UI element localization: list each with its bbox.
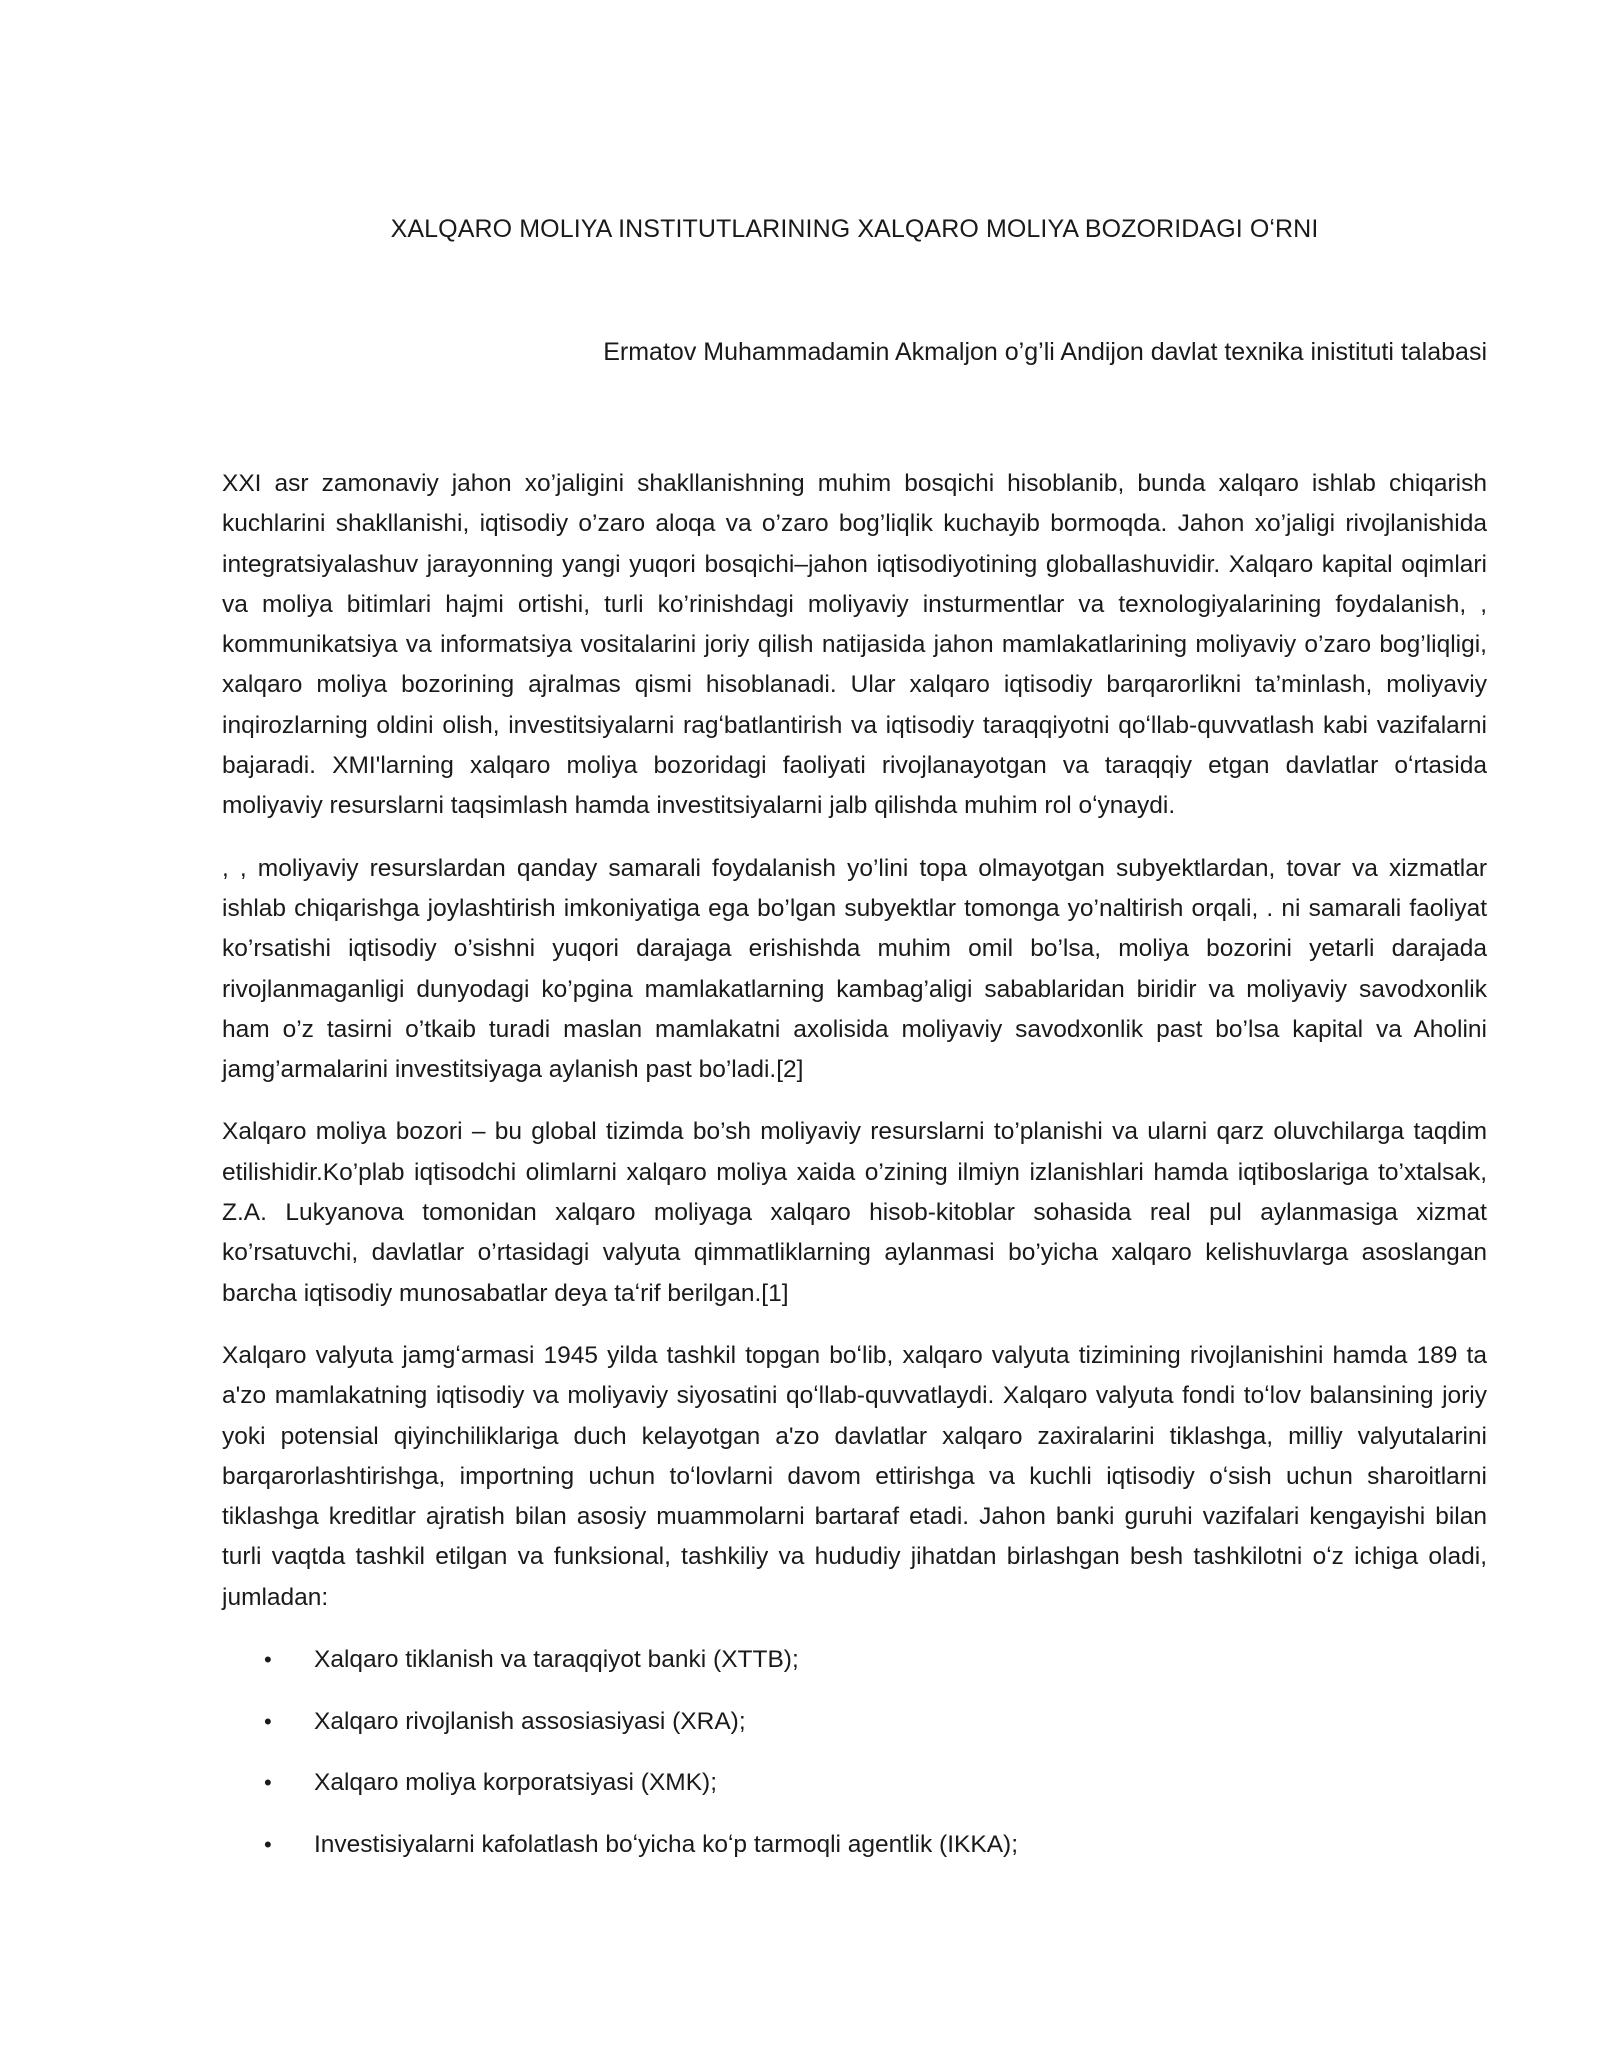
paragraph-resources: , , moliyaviy resurslardan qanday samarali foydalanish yo’lini topa olmayotgan subyektlardan, tovar va xizmatlar ishlab chiqarishga joylashtirish imkoniyatiga ega bo’lgan subyektlar tomonga yo’naltirish orqali, . ni samarali faoliyat ko’rsatishi iqtisodiy o’sishni yuqori darajaga erishishda muhim omil bo’lsa, moliya bozorini yetarli darajada rivojlanmaganligi dunyodagi ko’pgina mamlakatlarning kambag’aligi sabablaridan biridir va moliyaviy savodxonlik ham o’z tasirni o’tkaib turadi maslan mamlakatni axolisida moliyaviy savodxonlik past bo’lsa kapital va Aholini jamg’armalarini investitsiyaga aylanish past bo’ladi.[2]: [222, 854, 1487, 1084]
list-item-text: Xalqaro moliya korporatsiyasi (XMK);: [314, 1769, 718, 1797]
paragraph-market-definition: Xalqaro moliya bozori – bu global tizimda bo’sh moliyaviy resurslarni to’planishi va ularni qarz oluvchilarga taqdim etilishidir.Ko’plab iqtisodchi olimlarni xalqaro moliya xaida o’zining ilmiyn izlanishlari hamda iqtiboslariga to’xtalsak, Z.A. Lukyanova tomonidan xalqaro moliyaga xalqaro hisob-kitoblar sohasida real pul aylanmasiga xizmat ko’rsatuvchi, davlatlar o’rtasidagi valyuta qimmatliklarning aylanmasi bo’yicha xalqaro kelishuvlarga asoslangan barcha iqtisodiy munosabatlar deya taʻrif berilgan.[1]: [222, 1118, 1487, 1307]
list-item-text: Xalqaro rivojlanish assosiasiyasi (XRA);: [314, 1707, 746, 1735]
bullet-icon: •: [264, 1770, 272, 1796]
list-item-text: Investisiyalarni kafolatlash boʻyicha koʻp tarmoqli agentlik (IKKA);: [314, 1830, 1019, 1858]
bullet-icon: •: [264, 1831, 272, 1857]
list-item: [222, 1825, 1487, 1865]
paragraph-imf: Xalqaro valyuta jamgʻarmasi 1945 yilda tashkil topgan boʻlib, xalqaro valyuta tizimining rivojlanishini hamda 189 ta a'zo mamlakatning iqtisodiy va moliyaviy siyosatini qoʻllab-quvvatlaydi. Xalqaro valyuta fondi toʻlov balansining joriy yoki potensial qiyinchiliklariga duch kelayotgan a'zo davlatlar xalqaro zaxiralarini tiklashga, milliy valyutalarini barqarorlashtirishga, importning uchun toʻlovlarni davom ettirishga va kuchli iqtisodiy oʻsish uchun sharoitlarni tiklashga kreditlar ajratish bilan asosiy muammolarni bartaraf etadi. Jahon banki guruhi vazifalari kengayishi bilan turli vaqtda tashkil etilgan va funksional, tashkiliy va hududiy jihatdan birlashgan besh tashkilotni oʻz ichiga oladi, jumladan:: [222, 1341, 1487, 1611]
paragraph-intro: XXI asr zamonaviy jahon xo’jaligini shakllanishning muhim bosqichi hisoblanib, bunda xalqaro ishlab chiqarish kuchlarini shakllanishi, iqtisodiy o’zaro aloqa va o’zaro bog’liqlik kuchayib bormoqda. Jahon xo’jaligi rivojlanishida integratsiyalashuv jarayonning yangi yuqori bosqichi–jahon iqtisodiyotining globallashuvidir. Xalqaro kapital oqimlari va moliya bitimlari hajmi ortishi, turli ko’rinishdagi moliyaviy insturmentlar va texnologiyalarining foydalanish, , kommunikatsiya va informatsiya vositalarini joriy qilish natijasida jahon mamlakatlarining moliyaviy o’zaro bog’liqligi, xalqaro moliya bozorining ajralmas qismi hisoblanadi. Ular xalqaro iqtisodiy barqarorlikni ta’minlash, moliyaviy inqirozlarning oldini olish, investitsiyalarni ragʻbatlantirish va iqtisodiy taraqqiyotni qoʻllab-quvvatlash kabi vazifalarni bajaradi. XMI'larning xalqaro moliya bozoridagi faoliyati rivojlanayotgan va taraqqiy etgan davlatlar oʻrtasida moliyaviy resurslarni taqsimlash hamda investitsiyalarni jalb qilishda muhim rol oʻynaydi.: [222, 470, 1487, 820]
list-item: [222, 1763, 1487, 1803]
list-item: [222, 1702, 1487, 1742]
list-item-text: Xalqaro tiklanish va taraqqiyot banki (XTTB);: [314, 1646, 799, 1674]
bullet-icon: •: [264, 1708, 272, 1734]
list-item: [222, 1640, 1487, 1680]
author-line: Ermatov Muhammadamin Akmaljon o’g’li Andijon davlat texnika inistituti talabasi: [603, 338, 1487, 366]
document-title: XALQARO MOLIYA INSTITUTLARINING XALQARO MOLIYA BOZORIDAGI OʻRNI: [390, 215, 1319, 243]
organizations-list: [222, 1640, 1487, 1865]
document-body: [222, 464, 1487, 1886]
bullet-icon: •: [264, 1647, 272, 1673]
